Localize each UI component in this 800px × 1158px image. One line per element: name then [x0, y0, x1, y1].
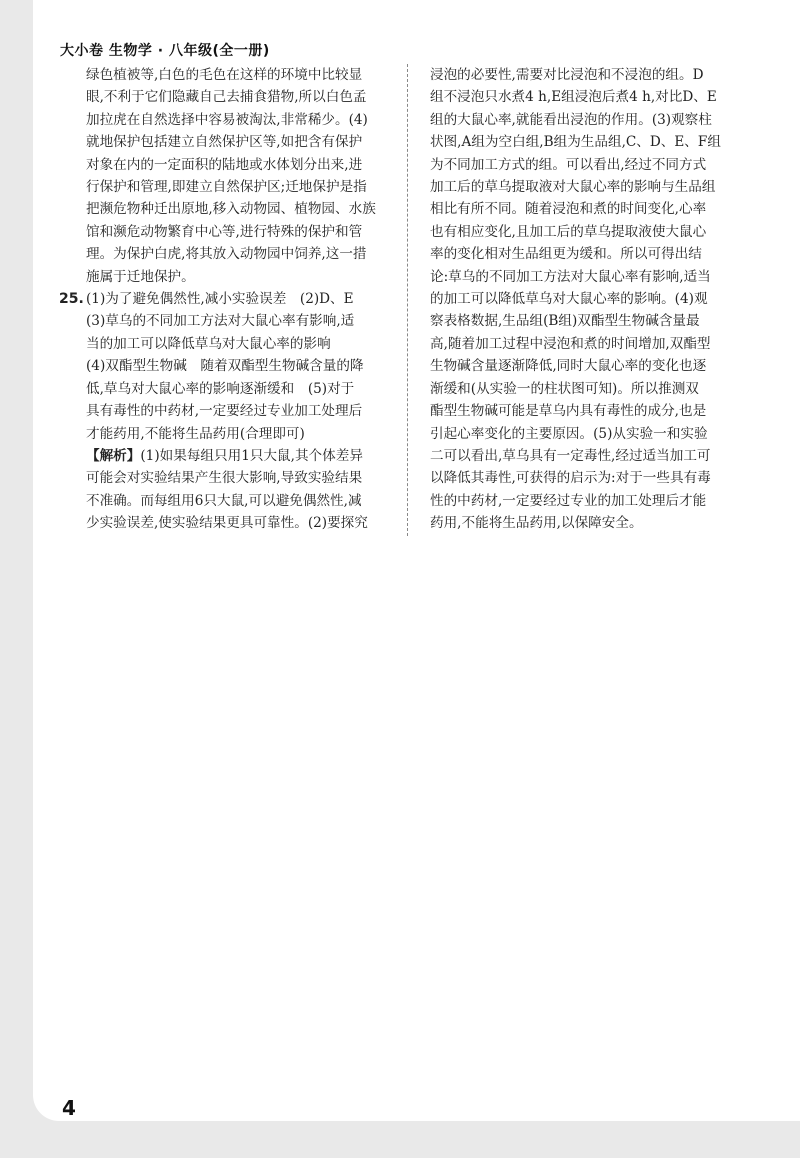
text-line: 把濒危物种迁出原地,移入动物园、植物园、水族 [86, 201, 376, 218]
text-line: 以降低其毒性,可获得的启示为:对于一些具有毒 [430, 470, 711, 487]
text-line: 馆和濒危动物繁育中心等,进行特殊的保护和管 [86, 223, 363, 240]
text-line: 理。为保护白虎,将其放入动物园中饲养,这一措 [86, 246, 367, 263]
text-line: 加工后的草乌提取液对大鼠心率的影响与生品组 [430, 179, 716, 196]
text-line: 酯型生物碱可能是草乌内具有毒性的成分,也是 [430, 403, 707, 420]
text-line: 组不浸泡只水煮4 h,E组浸泡后煮4 h,对比D、E [430, 89, 717, 106]
text-line: 施属于迁地保护。 [86, 268, 195, 285]
text-line: 行保护和管理,即建立自然保护区;迁地保护是指 [86, 179, 367, 196]
question-25-answer [59, 288, 392, 534]
text-line: 也有相应变化,且加工后的草乌提取液使大鼠心 [430, 223, 707, 240]
text-line: 药用,不能将生品药用,以保障安全。 [430, 515, 643, 532]
analysis-first-line [86, 445, 392, 467]
text-line: 论:草乌的不同加工方法对大鼠心率有影响,适当 [430, 268, 711, 285]
text-line: 生物碱含量逐渐降低,同时大鼠心率的变化也逐 [430, 358, 707, 375]
answer-line: (3)草乌的不同加工方法对大鼠心率有影响,适 [86, 313, 355, 330]
text-line: 察表格数据,生品组(B组)双酯型生物碱含量最 [430, 313, 700, 330]
text-line: 高,随着加工过程中浸泡和煮的时间增加,双酯型 [430, 335, 711, 352]
book-title: 大小卷 生物学 · 八年级(全一册) [60, 43, 270, 59]
text-line: 为不同加工方式的组。可以看出,经过不同方式 [430, 156, 707, 173]
text-line: 浸泡的必要性,需要对比浸泡和不浸泡的组。D [430, 67, 704, 83]
analysis-line: 可能会对实验结果产生很大影响,导致实验结果 [86, 470, 363, 487]
text-line: 眼,不利于它们隐藏自己去捕食猎物,所以白色孟 [86, 89, 367, 106]
text-line: 状图,A组为空白组,B组为生品组,C、D、E、F组 [430, 134, 721, 151]
answer-line: 具有毒性的中药材,一定要经过专业加工处理后 [86, 403, 363, 420]
text-line: 组的大鼠心率,就能看出浸泡的作用。(3)观察柱 [430, 111, 712, 128]
page-number: 4 [62, 1096, 76, 1120]
text-line: 就地保护包括建立自然保护区等,如把含有保护 [86, 134, 363, 151]
analysis-line: 不准确。而每组用6只大鼠,可以避免偶然性,减 [86, 492, 362, 509]
text-line: 加拉虎在自然选择中容易被淘汰,非常稀少。(4) [86, 111, 368, 128]
text-line: 渐缓和(从实验一的柱状图可知)。所以推测双 [430, 380, 699, 397]
answer-line: 低,草乌对大鼠心率的影响逐渐缓和 (5)对于 [86, 380, 355, 397]
text-line: 绿色植被等,白色的毛色在这样的环境中比较显 [86, 67, 363, 83]
text-line: 性的中药材,一定要经过专业的加工处理后才能 [430, 492, 707, 509]
text-line: 的加工可以降低草乌对大鼠心率的影响。(4)观 [430, 291, 708, 308]
answer-line: 当的加工可以降低草乌对大鼠心率的影响 [86, 335, 331, 352]
analysis-text: (1)如果每组只用1只大鼠,其个体差异 [140, 447, 363, 464]
text-line: 率的变化相对生品组更为缓和。所以可得出结 [430, 246, 702, 263]
analysis-tag: 【解析】 [86, 447, 141, 464]
text-line: 二可以看出,草乌具有一定毒性,经过适当加工可 [430, 447, 711, 464]
column-divider [407, 64, 408, 536]
answer-line: (4)双酯型生物碱 随着双酯型生物碱含量的降 [86, 358, 364, 375]
analysis-line: 少实验误差,使实验结果更具可靠性。(2)要探究 [86, 515, 368, 532]
text-line: 相比有所不同。随着浸泡和煮的时间变化,心率 [430, 201, 707, 218]
question-number: 25. [59, 291, 84, 308]
answer-line: (1)为了避免偶然性,减小实验误差 (2)D、E [86, 291, 354, 308]
answer-line: 才能药用,不能将生品药用(合理即可) [86, 425, 305, 442]
text-line: 引起心率变化的主要原因。(5)从实验一和实验 [430, 425, 708, 442]
right-column [430, 64, 734, 535]
text-line: 对象在内的一定面积的陆地或水体划分出来,进 [86, 156, 363, 173]
left-column [59, 64, 392, 535]
